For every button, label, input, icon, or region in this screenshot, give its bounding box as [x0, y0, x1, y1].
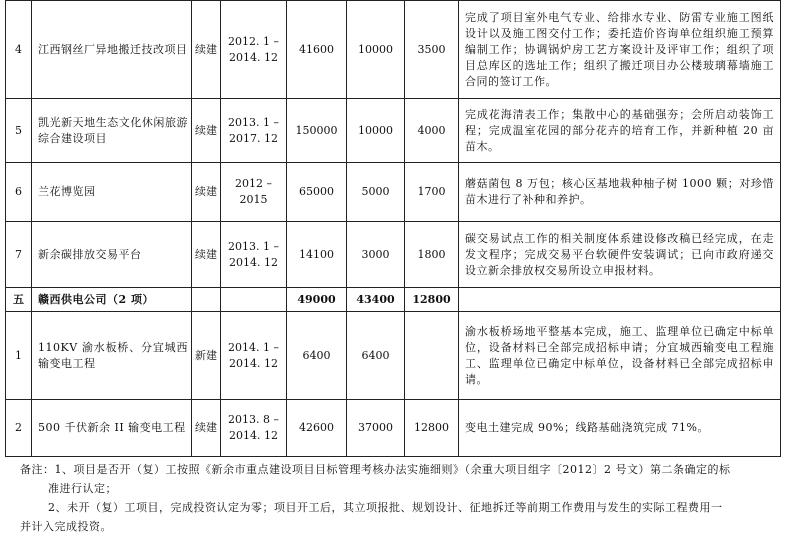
progress-text: 碳交易试点工作的相关制度体系建设修改稿已经完成，在走发文程序；完成交易平台软硬件安装调试；已向市政府递交设立新余排放权交易所设立申报材料。 — [459, 222, 781, 288]
total-investment: 41600 — [287, 1, 347, 99]
annual-plan: 6400 — [347, 312, 405, 400]
project-name: 江西钢丝厂异地搬迁技改项目 — [32, 1, 192, 99]
completed-investment: 1700 — [405, 163, 459, 222]
row-number: 2 — [6, 400, 32, 457]
construction-type: 新建 — [192, 312, 221, 400]
annual-plan: 5000 — [347, 163, 405, 222]
construction-type — [192, 288, 221, 312]
row-number: 1 — [6, 312, 32, 400]
table-row — [6, 400, 781, 457]
construction-type: 续建 — [192, 222, 221, 288]
project-name: 110KV 渝水板桥、分宜城西输变电工程 — [32, 312, 192, 400]
remarks — [8, 460, 778, 536]
completed-investment — [405, 312, 459, 400]
progress-text: 完成花海清表工作；集散中心的基础强夯；会所启动装饰工程；完成温室花园的部分花卉的培育工作，并新种植 20 亩苗木。 — [459, 99, 781, 163]
construction-period: 2012 – 2015 — [221, 163, 287, 222]
section-name: 赣西供电公司（2 项） — [32, 288, 192, 312]
project-name: 新余碳排放交易平台 — [32, 222, 192, 288]
row-number: 4 — [6, 1, 32, 99]
construction-period: 2014. 1 – 2014. 12 — [221, 312, 287, 400]
row-number: 5 — [6, 99, 32, 163]
remark-line-1-cont: 准进行认定； — [48, 482, 117, 495]
completed-investment: 4000 — [405, 99, 459, 163]
construction-period: 2012. 1 – 2014. 12 — [221, 1, 287, 99]
annual-plan: 37000 — [347, 400, 405, 457]
project-name: 凯光新天地生态文化休闲旅游综合建设项目 — [32, 99, 192, 163]
completed-investment: 12800 — [405, 288, 459, 312]
total-investment: 65000 — [287, 163, 347, 222]
project-name: 500 千伏新余 II 输变电工程 — [32, 400, 192, 457]
remark-line-2-cont: 并计入完成投资。 — [20, 520, 112, 533]
construction-period: 2013. 1 – 2017. 12 — [221, 99, 287, 163]
total-investment: 49000 — [287, 288, 347, 312]
table-row — [6, 163, 781, 222]
construction-period — [221, 288, 287, 312]
row-number: 7 — [6, 222, 32, 288]
progress-text: 蘑菇菌包 8 万包；核心区基地栽种柚子树 1000 颗；对珍惜苗木进行了补种和养护。 — [459, 163, 781, 222]
total-investment: 6400 — [287, 312, 347, 400]
remark-line-1: 备注：1、项目是否开（复）工按照《新余市重点建设项目目标管理考核办法实施细则》（余重大项目组字〔2012〕2 号文）第二条确定的标 — [20, 463, 731, 476]
annual-plan: 10000 — [347, 99, 405, 163]
annual-plan: 10000 — [347, 1, 405, 99]
completed-investment: 3500 — [405, 1, 459, 99]
table-row — [6, 1, 781, 99]
row-number: 五 — [6, 288, 32, 312]
project-name: 兰花博览园 — [32, 163, 192, 222]
progress-text — [459, 288, 781, 312]
construction-type: 续建 — [192, 1, 221, 99]
table-row — [6, 312, 781, 400]
construction-period: 2013. 1 – 2014. 12 — [221, 222, 287, 288]
total-investment: 150000 — [287, 99, 347, 163]
table-row-section — [6, 288, 781, 312]
progress-text: 变电土建完成 90%；线路基础浇筑完成 71%。 — [459, 400, 781, 457]
table-row — [6, 222, 781, 288]
row-number: 6 — [6, 163, 32, 222]
construction-type: 续建 — [192, 400, 221, 457]
remark-line-2: 2、未开（复）工项目，完成投资认定为零；项目开工后，其立项报批、规划设计、征地拆迁等前期工作费用与发生的实际工程费用一 — [48, 501, 723, 514]
project-table — [5, 0, 781, 457]
construction-period: 2013. 8 – 2014. 12 — [221, 400, 287, 457]
completed-investment: 12800 — [405, 400, 459, 457]
total-investment: 14100 — [287, 222, 347, 288]
completed-investment: 1800 — [405, 222, 459, 288]
construction-type: 续建 — [192, 99, 221, 163]
progress-text: 渝水板桥场地平整基本完成，施工、监理单位已确定中标单位，设备材料已全部完成招标申请；分宜城西输变电工程施工、监理单位已确定中标单位，设备材料已全部完成招标申请。 — [459, 312, 781, 400]
total-investment: 42600 — [287, 400, 347, 457]
annual-plan: 43400 — [347, 288, 405, 312]
progress-text: 完成了项目室外电气专业、给排水专业、防雷专业施工图纸设计以及施工图交付工作；委托造价咨询单位组织施工预算编制工作；协调锅炉房工艺方案设计及评审工作；组织了项目总库区的选址工作；组织了搬迁项目办公楼玻璃幕墙施工合同的签订工作。 — [459, 1, 781, 99]
annual-plan: 3000 — [347, 222, 405, 288]
table-row — [6, 99, 781, 163]
construction-type: 续建 — [192, 163, 221, 222]
